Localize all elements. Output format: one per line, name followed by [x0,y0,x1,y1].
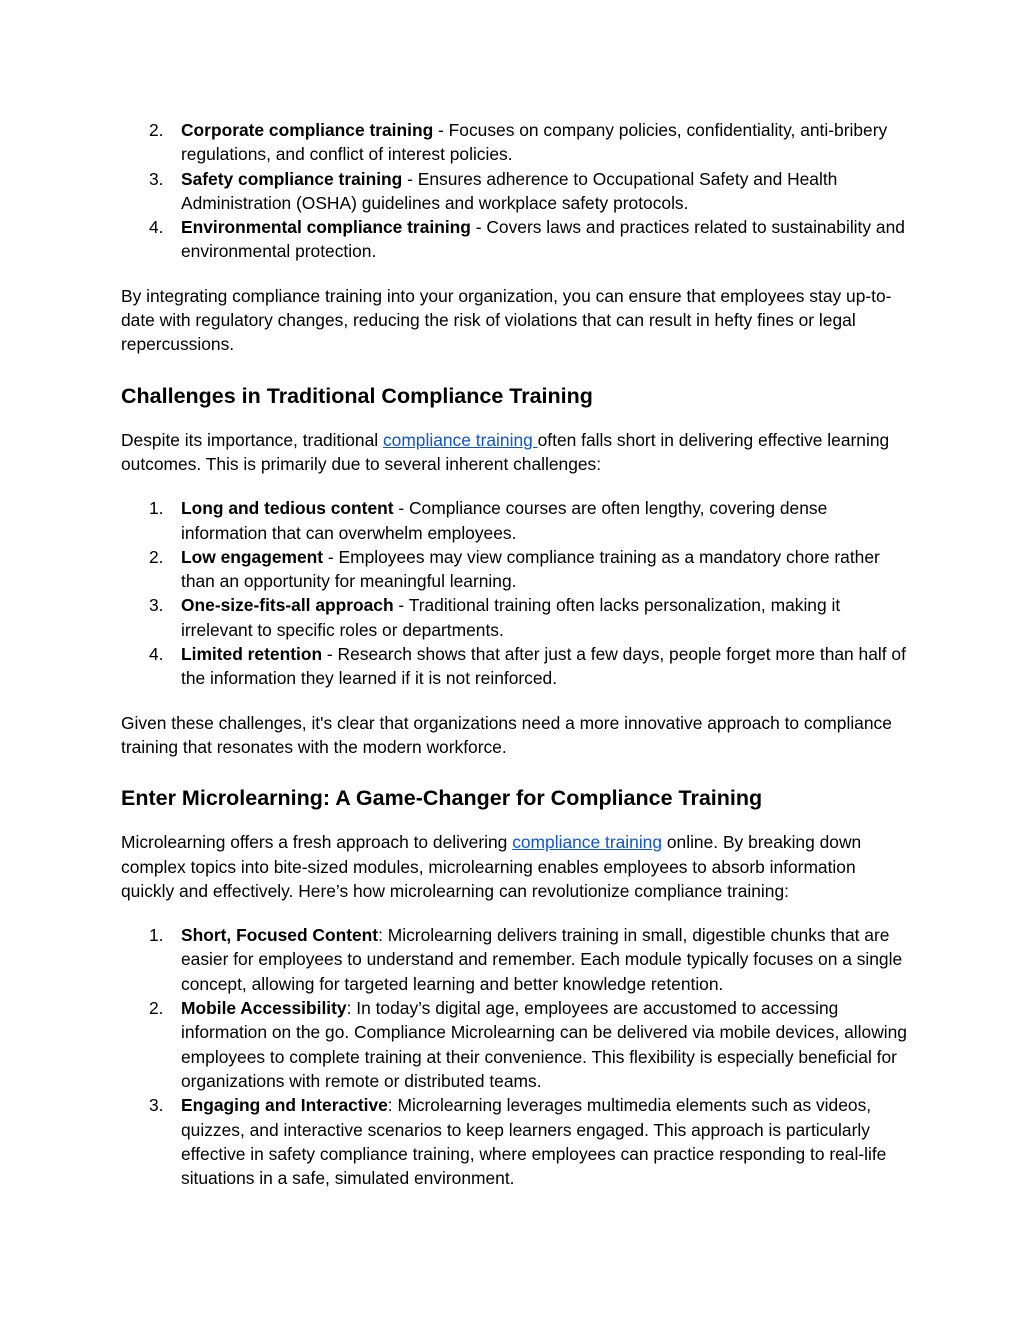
compliance-training-link[interactable]: compliance training [512,832,663,853]
list-item-text: : Microlearning delivers training in small, digestible chunks that are easier for employees to understand and remember. Each module typically focuses on a single concept, allowing for targeted learning and better knowledge retention. [181,925,903,994]
microlearning-intro-paragraph [121,830,911,903]
list-item [121,1093,911,1190]
list-item-text: - Compliance courses are often lengthy, covering dense information that can overwhelm employees. [181,498,828,543]
list-number: 3. [149,1095,164,1116]
list-item [121,642,911,691]
integration-paragraph: By integrating compliance training into your organization, you can ensure that employees stay up-to-date with regulatory changes, reducing the risk of violations that can result in hefty fines or legal repercussions. [121,285,892,355]
microlearning-heading: Enter Microlearning: A Game-Changer for Compliance Training [121,786,763,811]
list-item-title: One-size-fits-all approach [181,595,394,616]
list-number: 4. [149,644,164,665]
list-item [121,215,911,264]
list-item-title: Environmental compliance training [181,217,471,238]
microlearning-benefits-list [121,923,911,1190]
compliance-types-list [121,118,911,264]
list-item-text: - Focuses on company policies, confidentiality, anti-bribery regulations, and conflict of interest policies. [181,120,888,165]
list-number: 1. [149,925,164,946]
challenges-list [121,496,911,690]
list-number: 4. [149,217,164,238]
document-page [121,118,911,1190]
list-item-title: Safety compliance training [181,168,403,189]
list-item-title: Engaging and Interactive [181,1095,388,1116]
challenges-heading: Challenges in Traditional Compliance Training [121,383,593,408]
list-item [121,923,911,996]
paragraph-text: Despite its importance, traditional [121,429,383,450]
list-item-text: : In today’s digital age, employees are accustomed to accessing information on the go. Compliance Microlearning can be delivered via mobile devices, allowing employees to complete training at their convenience. This flexibility is especially beneficial for organizations with remote or distributed teams. [181,998,907,1091]
list-item-title: Low engagement [181,546,324,567]
list-item [121,593,911,642]
list-item-title: Mobile Accessibility [181,998,347,1019]
list-item-text: - Employees may view compliance training as a mandatory chore rather than an opportunity for meaningful learning. [181,546,880,592]
list-number: 3. [149,595,164,616]
list-item-title: Short, Focused Content [181,925,379,946]
paragraph-text: Microlearning offers a fresh approach to delivering [121,832,513,853]
list-item-text: - Ensures adherence to Occupational Safety and Health Administration (OSHA) guidelines and workplace safety protocols. [181,168,838,213]
paragraph-text: often falls short in delivering effective learning outcomes. This is primarily due to several inherent challenges: [121,429,890,474]
list-number: 3. [149,168,164,189]
paragraph-text: online. By breaking down complex topics into bite-sized modules, microlearning enables employees to absorb information quickly and effectively. Here’s how microlearning can revolutionize compliance training: [121,832,862,901]
list-item [121,996,911,1093]
compliance-training-link[interactable]: compliance training [382,429,538,450]
list-item [121,496,911,545]
list-item-title: Corporate compliance training [181,120,434,140]
list-number: 1. [149,498,164,519]
list-item-text: - Traditional training often lacks personalization, making it irrelevant to specific roles or departments. [181,595,841,640]
list-number: 2. [149,120,164,140]
list-item-text: - Covers laws and practices related to sustainability and environmental protection. [181,217,905,262]
list-item-text: - Research shows that after just a few days, people forget more than half of the information they learned if it is not reinforced. [181,644,906,689]
list-item-title: Limited retention [181,644,323,665]
list-item-text: : Microlearning leverages multimedia elements such as videos, quizzes, and interactive scenarios to keep learners engaged. This approach is particularly effective in safety compliance training, where employees can practice responding to real-life situations in a safe, simulated environment. [181,1095,887,1189]
list-number: 2. [149,998,164,1019]
list-item [121,167,911,216]
challenges-intro-paragraph [121,428,911,477]
list-number: 2. [149,546,164,567]
list-item [121,545,911,594]
challenges-conclusion-paragraph: Given these challenges, it's clear that organizations need a more innovative approach to compliance training that resonates with the modern workforce. [121,712,892,757]
list-item-title: Long and tedious content [181,498,394,519]
list-item [121,118,911,167]
